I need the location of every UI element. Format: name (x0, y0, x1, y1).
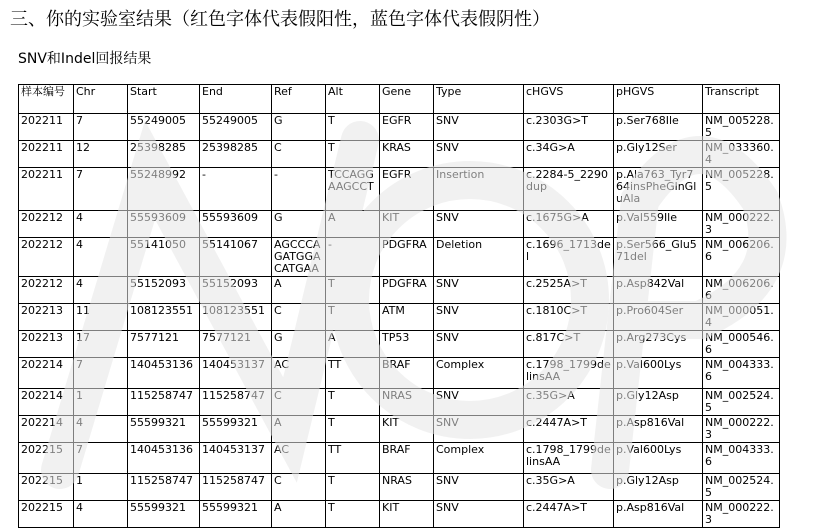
table-row (19, 141, 780, 168)
cell-ref: A (272, 416, 326, 443)
header-gene: Gene (380, 85, 434, 114)
cell-ref: - (272, 168, 326, 211)
cell-ref: A (272, 277, 326, 304)
cell-chr: 12 (74, 141, 128, 168)
cell-phgvs: p.Gly12Asp (614, 389, 703, 416)
cell-start: 140453136 (128, 443, 200, 474)
cell-ref: G (272, 331, 326, 358)
cell-type: Complex (434, 443, 524, 474)
header-alt: Alt (326, 85, 380, 114)
cell-phgvs: p.Val600Lys (614, 443, 703, 474)
cell-transcript: NM_005228.5 (703, 168, 780, 211)
header-type: Type (434, 85, 524, 114)
cell-transcript: NM_000222.3 (703, 416, 780, 443)
cell-type: SNV (434, 501, 524, 528)
cell-sample-id: 202215 (19, 443, 74, 474)
cell-alt: TT (326, 443, 380, 474)
cell-phgvs: p.Val600Lys (614, 358, 703, 389)
cell-start: 140453136 (128, 358, 200, 389)
cell-chgvs: c.35G>A (524, 474, 614, 501)
cell-end: 55141067 (200, 238, 272, 277)
table-row (19, 474, 780, 501)
cell-gene: NRAS (380, 474, 434, 501)
cell-sample-id: 202214 (19, 416, 74, 443)
cell-transcript: NM_000546.6 (703, 331, 780, 358)
cell-chr: 7 (74, 358, 128, 389)
cell-end: 108123551 (200, 304, 272, 331)
cell-chr: 4 (74, 211, 128, 238)
cell-start: 55599321 (128, 416, 200, 443)
cell-chgvs: c.1675G>A (524, 211, 614, 238)
cell-start: 108123551 (128, 304, 200, 331)
cell-start: 55152093 (128, 277, 200, 304)
table-row (19, 238, 780, 277)
cell-alt: TT (326, 358, 380, 389)
cell-chr: 17 (74, 331, 128, 358)
cell-alt: T (326, 389, 380, 416)
cell-gene: ATM (380, 304, 434, 331)
cell-chgvs: c.1696_1713del (524, 238, 614, 277)
cell-end: 55152093 (200, 277, 272, 304)
cell-gene: BRAF (380, 443, 434, 474)
cell-type: SNV (434, 331, 524, 358)
cell-transcript: NM_000222.3 (703, 211, 780, 238)
header-transcript: Transcript (703, 85, 780, 114)
cell-phgvs: p.Arg273Cys (614, 331, 703, 358)
cell-gene: KIT (380, 416, 434, 443)
cell-gene: EGFR (380, 114, 434, 141)
cell-ref: G (272, 211, 326, 238)
cell-chr: 1 (74, 389, 128, 416)
cell-end: 55599321 (200, 501, 272, 528)
cell-type: SNV (434, 211, 524, 238)
cell-ref: A (272, 501, 326, 528)
header-sample-id: 样本编号 (19, 85, 74, 114)
cell-chgvs: c.34G>A (524, 141, 614, 168)
cell-chgvs: c.2303G>T (524, 114, 614, 141)
cell-transcript: NM_002524.5 (703, 389, 780, 416)
table-caption: SNV和Indel回报结果 (18, 51, 152, 67)
header-end: End (200, 85, 272, 114)
cell-chgvs: c.1798_1799delinsAA (524, 443, 614, 474)
cell-phgvs: p.Pro604Ser (614, 304, 703, 331)
cell-end: - (200, 168, 272, 211)
cell-transcript: NM_002524.5 (703, 474, 780, 501)
cell-ref: AC (272, 443, 326, 474)
cell-chr: 4 (74, 501, 128, 528)
cell-alt: T (326, 114, 380, 141)
table-row (19, 277, 780, 304)
table-row (19, 304, 780, 331)
cell-gene: TP53 (380, 331, 434, 358)
cell-end: 140453137 (200, 443, 272, 474)
cell-chr: 1 (74, 474, 128, 501)
cell-alt: - (326, 238, 380, 277)
cell-chr: 4 (74, 416, 128, 443)
cell-start: 115258747 (128, 389, 200, 416)
table-row (19, 331, 780, 358)
cell-transcript: NM_000222.3 (703, 501, 780, 528)
cell-start: 7577121 (128, 331, 200, 358)
cell-end: 115258747 (200, 474, 272, 501)
cell-chgvs: c.817C>T (524, 331, 614, 358)
cell-sample-id: 202212 (19, 211, 74, 238)
cell-chgvs: c.1798_1799delinsAA (524, 358, 614, 389)
table-row (19, 416, 780, 443)
cell-sample-id: 202213 (19, 304, 74, 331)
cell-type: SNV (434, 389, 524, 416)
cell-phgvs: p.Gly12Ser (614, 141, 703, 168)
cell-gene: PDGFRA (380, 277, 434, 304)
table-row (19, 168, 780, 211)
cell-gene: PDGFRA (380, 238, 434, 277)
cell-ref: AGCCCAGATGGACATGAA (272, 238, 326, 277)
header-chgvs: cHGVS (524, 85, 614, 114)
cell-gene: BRAF (380, 358, 434, 389)
cell-chgvs: c.1810C>T (524, 304, 614, 331)
cell-transcript: NM_004333.6 (703, 358, 780, 389)
cell-type: SNV (434, 277, 524, 304)
cell-chgvs: c.2525A>T (524, 277, 614, 304)
cell-start: 55599321 (128, 501, 200, 528)
cell-type: SNV (434, 474, 524, 501)
cell-type: Complex (434, 358, 524, 389)
cell-chgvs: c.35G>A (524, 389, 614, 416)
cell-gene: KRAS (380, 141, 434, 168)
cell-sample-id: 202212 (19, 238, 74, 277)
cell-chr: 7 (74, 114, 128, 141)
table-row (19, 211, 780, 238)
cell-start: 55249005 (128, 114, 200, 141)
cell-end: 25398285 (200, 141, 272, 168)
cell-gene: NRAS (380, 389, 434, 416)
cell-start: 25398285 (128, 141, 200, 168)
cell-sample-id: 202211 (19, 168, 74, 211)
cell-ref: C (272, 141, 326, 168)
cell-alt: A (326, 331, 380, 358)
table-row (19, 358, 780, 389)
cell-sample-id: 202215 (19, 474, 74, 501)
cell-phgvs: p.Asp816Val (614, 501, 703, 528)
header-ref: Ref (272, 85, 326, 114)
header-chr: Chr (74, 85, 128, 114)
cell-sample-id: 202211 (19, 141, 74, 168)
cell-type: SNV (434, 304, 524, 331)
header-phgvs: pHGVS (614, 85, 703, 114)
cell-chr: 4 (74, 277, 128, 304)
cell-ref: C (272, 474, 326, 501)
cell-sample-id: 202213 (19, 331, 74, 358)
cell-sample-id: 202215 (19, 501, 74, 528)
cell-type: Insertion (434, 168, 524, 211)
cell-end: 55249005 (200, 114, 272, 141)
cell-ref: AC (272, 358, 326, 389)
cell-sample-id: 202211 (19, 114, 74, 141)
cell-phgvs: p.Asp842Val (614, 277, 703, 304)
cell-chr: 7 (74, 168, 128, 211)
cell-alt: T (326, 141, 380, 168)
table-row (19, 501, 780, 528)
cell-alt: T (326, 474, 380, 501)
cell-transcript: NM_006206.6 (703, 238, 780, 277)
cell-alt: T (326, 277, 380, 304)
cell-alt: TCCAGGAAGCCT (326, 168, 380, 211)
cell-phgvs: p.Ala763_Tyr764insPheGlnGluAla (614, 168, 703, 211)
cell-phgvs: p.Ser566_Glu571del (614, 238, 703, 277)
section-heading: 三、你的实验室结果（红色字体代表假阳性，蓝色字体代表假阴性） (10, 9, 550, 30)
cell-chr: 11 (74, 304, 128, 331)
cell-gene: KIT (380, 211, 434, 238)
cell-phgvs: p.Ser768Ile (614, 114, 703, 141)
cell-transcript: NM_004333.6 (703, 443, 780, 474)
cell-gene: EGFR (380, 168, 434, 211)
cell-ref: G (272, 114, 326, 141)
table-row (19, 114, 780, 141)
table-body (19, 114, 780, 528)
cell-start: 115258747 (128, 474, 200, 501)
cell-sample-id: 202212 (19, 277, 74, 304)
cell-alt: T (326, 501, 380, 528)
cell-alt: T (326, 304, 380, 331)
cell-end: 140453137 (200, 358, 272, 389)
header-start: Start (128, 85, 200, 114)
cell-end: 7577121 (200, 331, 272, 358)
cell-sample-id: 202214 (19, 389, 74, 416)
cell-transcript: NM_033360.4 (703, 141, 780, 168)
cell-type: SNV (434, 416, 524, 443)
cell-ref: C (272, 389, 326, 416)
cell-chgvs: c.2284-5_2290dup (524, 168, 614, 211)
cell-chr: 7 (74, 443, 128, 474)
table-row (19, 443, 780, 474)
cell-chgvs: c.2447A>T (524, 501, 614, 528)
cell-end: 55593609 (200, 211, 272, 238)
results-table (18, 84, 780, 528)
cell-alt: A (326, 211, 380, 238)
cell-type: SNV (434, 141, 524, 168)
cell-phgvs: p.Asp816Val (614, 416, 703, 443)
cell-start: 55141050 (128, 238, 200, 277)
cell-start: 55248992 (128, 168, 200, 211)
cell-start: 55593609 (128, 211, 200, 238)
cell-transcript: NM_005228.5 (703, 114, 780, 141)
cell-sample-id: 202214 (19, 358, 74, 389)
cell-transcript: NM_000051.4 (703, 304, 780, 331)
cell-phgvs: p.Val559Ile (614, 211, 703, 238)
cell-transcript: NM_006206.6 (703, 277, 780, 304)
cell-type: Deletion (434, 238, 524, 277)
cell-gene: KIT (380, 501, 434, 528)
cell-end: 55599321 (200, 416, 272, 443)
cell-alt: T (326, 416, 380, 443)
cell-type: SNV (434, 114, 524, 141)
cell-end: 115258747 (200, 389, 272, 416)
cell-chgvs: c.2447A>T (524, 416, 614, 443)
cell-chr: 4 (74, 238, 128, 277)
table-header-row (19, 85, 780, 114)
cell-phgvs: p.Gly12Asp (614, 474, 703, 501)
cell-ref: C (272, 304, 326, 331)
table-row (19, 389, 780, 416)
